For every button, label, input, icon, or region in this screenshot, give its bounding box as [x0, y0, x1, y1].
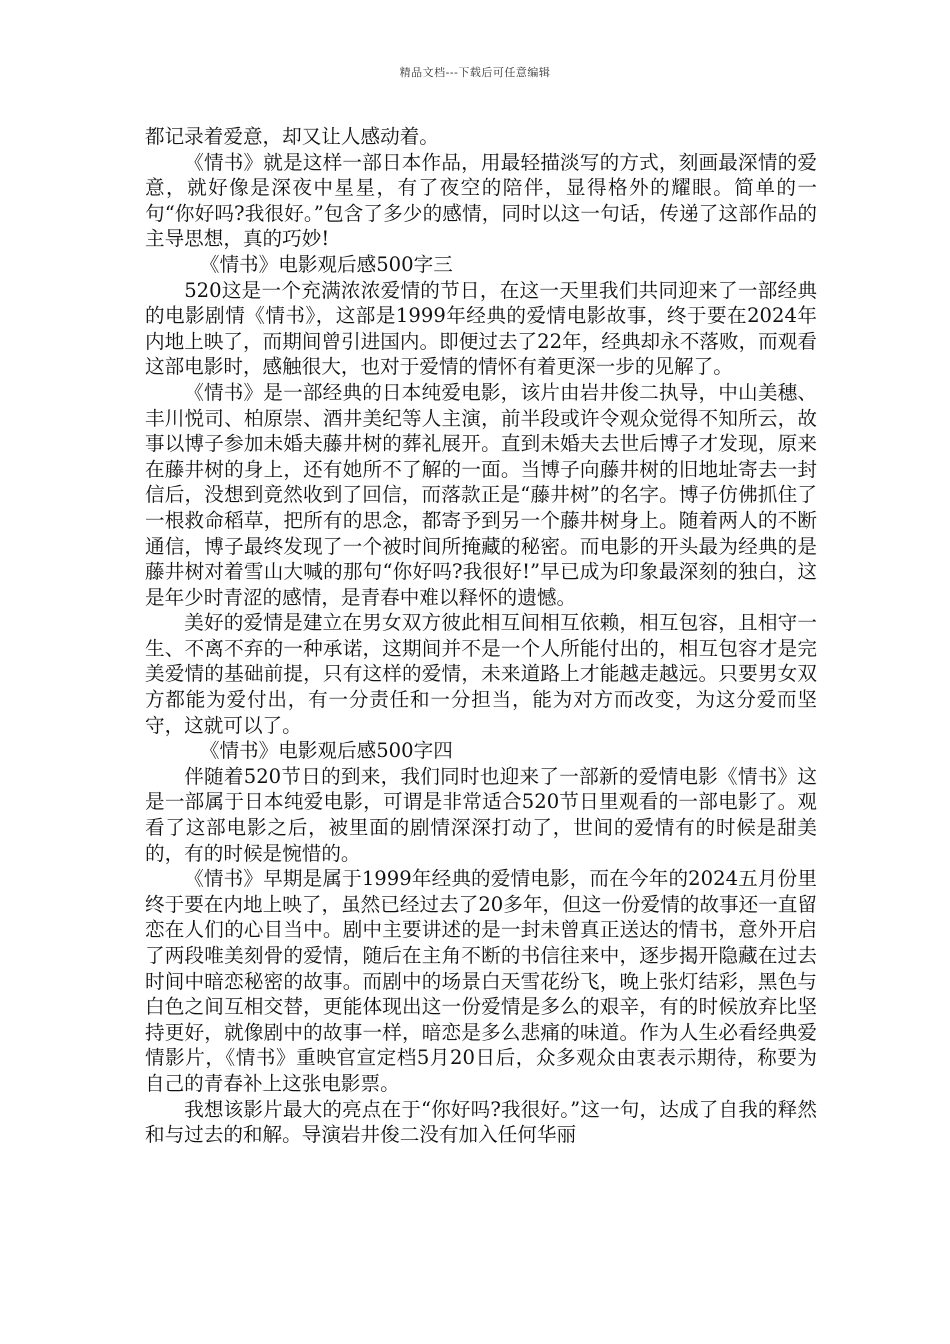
paragraph: 我想该影片最大的亮点在于“你好吗?我很好。”这一句，达成了自我的释然和与过去的和解。导演岩井俊二没有加入任何华丽 [145, 1097, 817, 1147]
section-heading: 《情书》电影观后感500字三 [199, 252, 453, 276]
paragraph: 《情书》就是这样一部日本作品，用最轻描淡写的方式，刻画最深情的爱意，就好像是深夜中星星，有了夜空的陪伴，显得格外的耀眼。简单的一句“你好吗?我很好。”包含了多少的感情，同时以这一句话，传递了这部作品的主导思想，真的巧妙! [145, 150, 817, 251]
paragraph: 《情书》是一部经典的日本纯爱电影，该片由岩井俊二执导，中山美穗、丰川悦司、柏原崇、酒井美纪等人主演，前半段或许令观众觉得不知所云，故事以博子参加未婚夫藤井树的葬礼展开。直到未婚夫去世后博子才发现，原来在藤井树的身上，还有她所不了解的一面。当博子向藤井树的旧地址寄去一封信后，没想到竟然收到了回信，而落款正是“藤井树”的名字。博子仿佛抓住了一根救命稻草，把所有的思念，都寄予到另一个藤井树身上。随着两人的不断通信，博子最终发现了一个被时间所掩藏的秘密。而电影的开头最为经典的是藤井树对着雪山大喊的那句“你好吗?我很好!”早已成为印象最深刻的独白，这是年少时青涩的感情，是青春中难以释怀的遗憾。 [145, 380, 817, 609]
document-body [145, 124, 817, 1148]
paragraph: 美好的爱情是建立在男女双方彼此相互间相互依赖，相互包容，且相守一生、不离不弃的一种承诺，这期间并不是一个人所能付出的，相互包容才是完美爱情的基础前提，只有这样的爱情，未来道路上才能越走越远。只要男女双方都能为爱付出，有一分责任和一分担当，能为对方而改变，为这分爱而坚守，这就可以了。 [145, 611, 817, 737]
paragraph: 《情书》早期是属于1999年经典的爱情电影，而在今年的2024五月份里终于要在内地上映了，虽然已经过去了20多年，但这一份爱情的故事还一直留恋在人们的心目当中。剧中主要讲述的是一封未曾真正送达的情书，意外开启了两段唯美刻骨的爱情，随后在主角不断的书信往来中，逐步揭开隐藏在过去时间中暗恋秘密的故事。而剧中的场景白天雪花纷飞，晚上张灯结彩，黑色与白色之间互相交替，更能体现出这一份爱情是多么的艰辛，有的时候放弃比坚持更好，就像剧中的故事一样，暗恋是多么悲痛的味道。作为人生必看经典爱情影片，《情书》重映官宣定档5月20日后，众多观众由衷表示期待，称要为自己的青春补上这张电影票。 [145, 867, 817, 1095]
paragraph: 都记录着爱意，却又让人感动着。 [145, 125, 439, 148]
paragraph: 520这是一个充满浓浓爱情的节日，在这一天里我们共同迎来了一部经典的电影剧情《情书》，这部是1999年经典的爱情电影故事，终于要在2024年内地上映了，而期间曾引进国内。即便过去了22年，经典却永不落败，而观看这部电影时，感触很大，也对于爱情的情怀有着更深一步的见解了。 [145, 278, 817, 379]
page-header: 精品文档---下载后可任意编辑 [399, 66, 551, 79]
paragraph: 伴随着520节日的到来，我们同时也迎来了一部新的爱情电影《情书》这是一部属于日本纯爱电影，可谓是非常适合520节日里观看的一部电影了。观看了这部电影之后，被里面的剧情深深打动了，世间的爱情有的时候是甜美的，有的时候是惋惜的。 [145, 764, 817, 865]
section-heading: 《情书》电影观后感500字四 [199, 739, 453, 763]
